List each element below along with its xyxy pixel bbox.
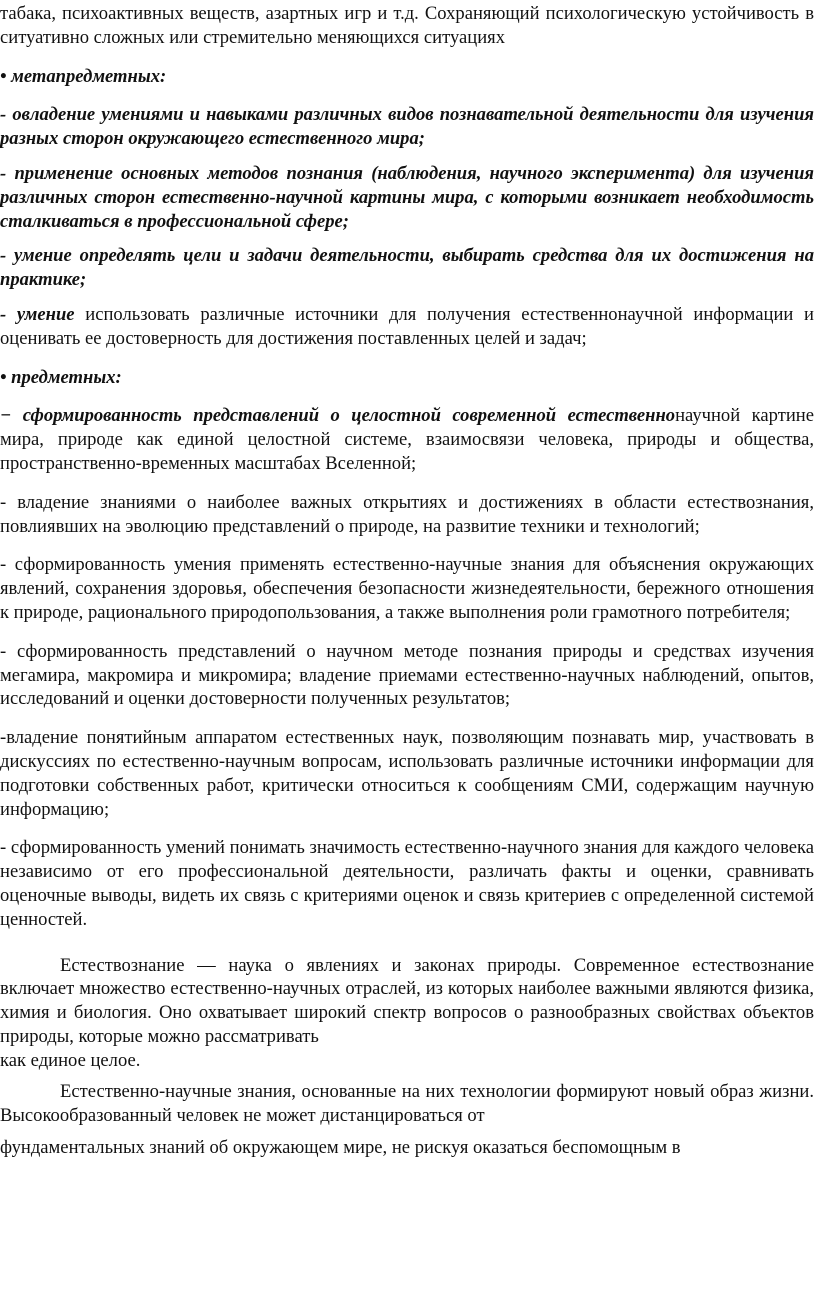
subject-item-4: - сформированность представлений о научном методе познания природы и средствах изучения мегамира, макромира и микромира; владение приемами естественно-научных наблюдений, опытов, исследований и оценки достоверности полученных результатов; xyxy=(0,640,814,710)
metasubject-item-4 xyxy=(0,303,814,351)
subject-item-1-text: научной картине мира, природе как единой целостной системе, взаимосвязи человека, природы и общества, пространственно-временных масштабах Вселенной; xyxy=(0,405,814,474)
heading-subject: • предметных: xyxy=(0,366,122,388)
subject-item-6: - сформированность умений понимать значимость естественно-научного знания для каждого человека независимо от его профессиональной деятельности, различать факты и оценки, сравнивать оценочные выводы, видеть их связь с критериями оценок и связь критериев с определенной системой ценностей. xyxy=(0,837,814,930)
paragraph-natural-science-2: Естественно-научные знания, основанные на них технологии формируют новый образ жизни. Высокообразованный человек не может дистанцироваться от xyxy=(0,1081,814,1127)
metasubject-item-1: - овладение умениями и навыками различных видов познавательной деятельности для изучения разных сторон окружающего естественного мира; xyxy=(0,104,814,150)
paragraph-natural-science-1: Естествознание — наука о явлениях и законах природы. Современное естествознание включает множество естественно-научных отраслей, из которых наиболее важными являются физика, химия и биология. Оно охватывает широкий спектр вопросов о разнообразных свойствах объектов природы, которые можно рассматривать xyxy=(0,954,814,1047)
metasubject-item-3: - умение определять цели и задачи деятельности, выбирать средства для их достижения на практике; xyxy=(0,245,814,291)
metasubject-item-4-lead: - умение xyxy=(0,303,75,325)
metasubject-item-2: - применение основных методов познания (наблюдения, научного эксперимента) для изучения различных сторон естественно-научной картины мира, с которыми возникает необходимость сталкиваться в профессиональной сфере; xyxy=(0,162,814,232)
paragraph-natural-science-2-end: фундаментальных знаний об окружающем мире, не рискуя оказаться беспомощным в xyxy=(0,1137,681,1159)
paragraph-intro: табака, психоактивных веществ, азартных игр и т.д. Сохраняющий психологическую устойчивость в ситуативно сложных или стремительно меняющихся ситуациях xyxy=(0,3,814,48)
subject-item-1 xyxy=(0,404,814,475)
subject-item-2: - владение знаниями о наиболее важных открытиях и достижениях в области естествознания, повлиявших на эволюцию представлений о природе, на развитие техники и технологий; xyxy=(0,491,814,537)
paragraph-natural-science-1-end: как единое целое. xyxy=(0,1049,141,1071)
subject-item-5: -владение понятийным аппаратом естественных наук, позволяющим познавать мир, участвовать в дискуссиях по естественно-научным вопросам, использовать различные источники информации для подготовки собственных работ, критически относиться к сообщениям СМИ, содержащим научную информацию; xyxy=(0,727,814,820)
document-page xyxy=(0,2,816,1160)
subject-item-3: - сформированность умения применять естественно-научные знания для объяснения окружающих явлений, сохранения здоровья, обеспечения безопасности жизнедеятельности, бережного отношения к природе, рационального природопользования, а также выполнения роли грамотного потребителя; xyxy=(0,554,814,623)
heading-metasubject: • метапредметных: xyxy=(0,65,167,87)
metasubject-item-4-text: использовать различные источники для получения естественнонаучной информации и оценивать ее достоверность для достижения поставленных целей и задач; xyxy=(0,303,815,349)
subject-item-1-lead: − сформированность представлений о целостной современной естественно xyxy=(0,405,676,427)
